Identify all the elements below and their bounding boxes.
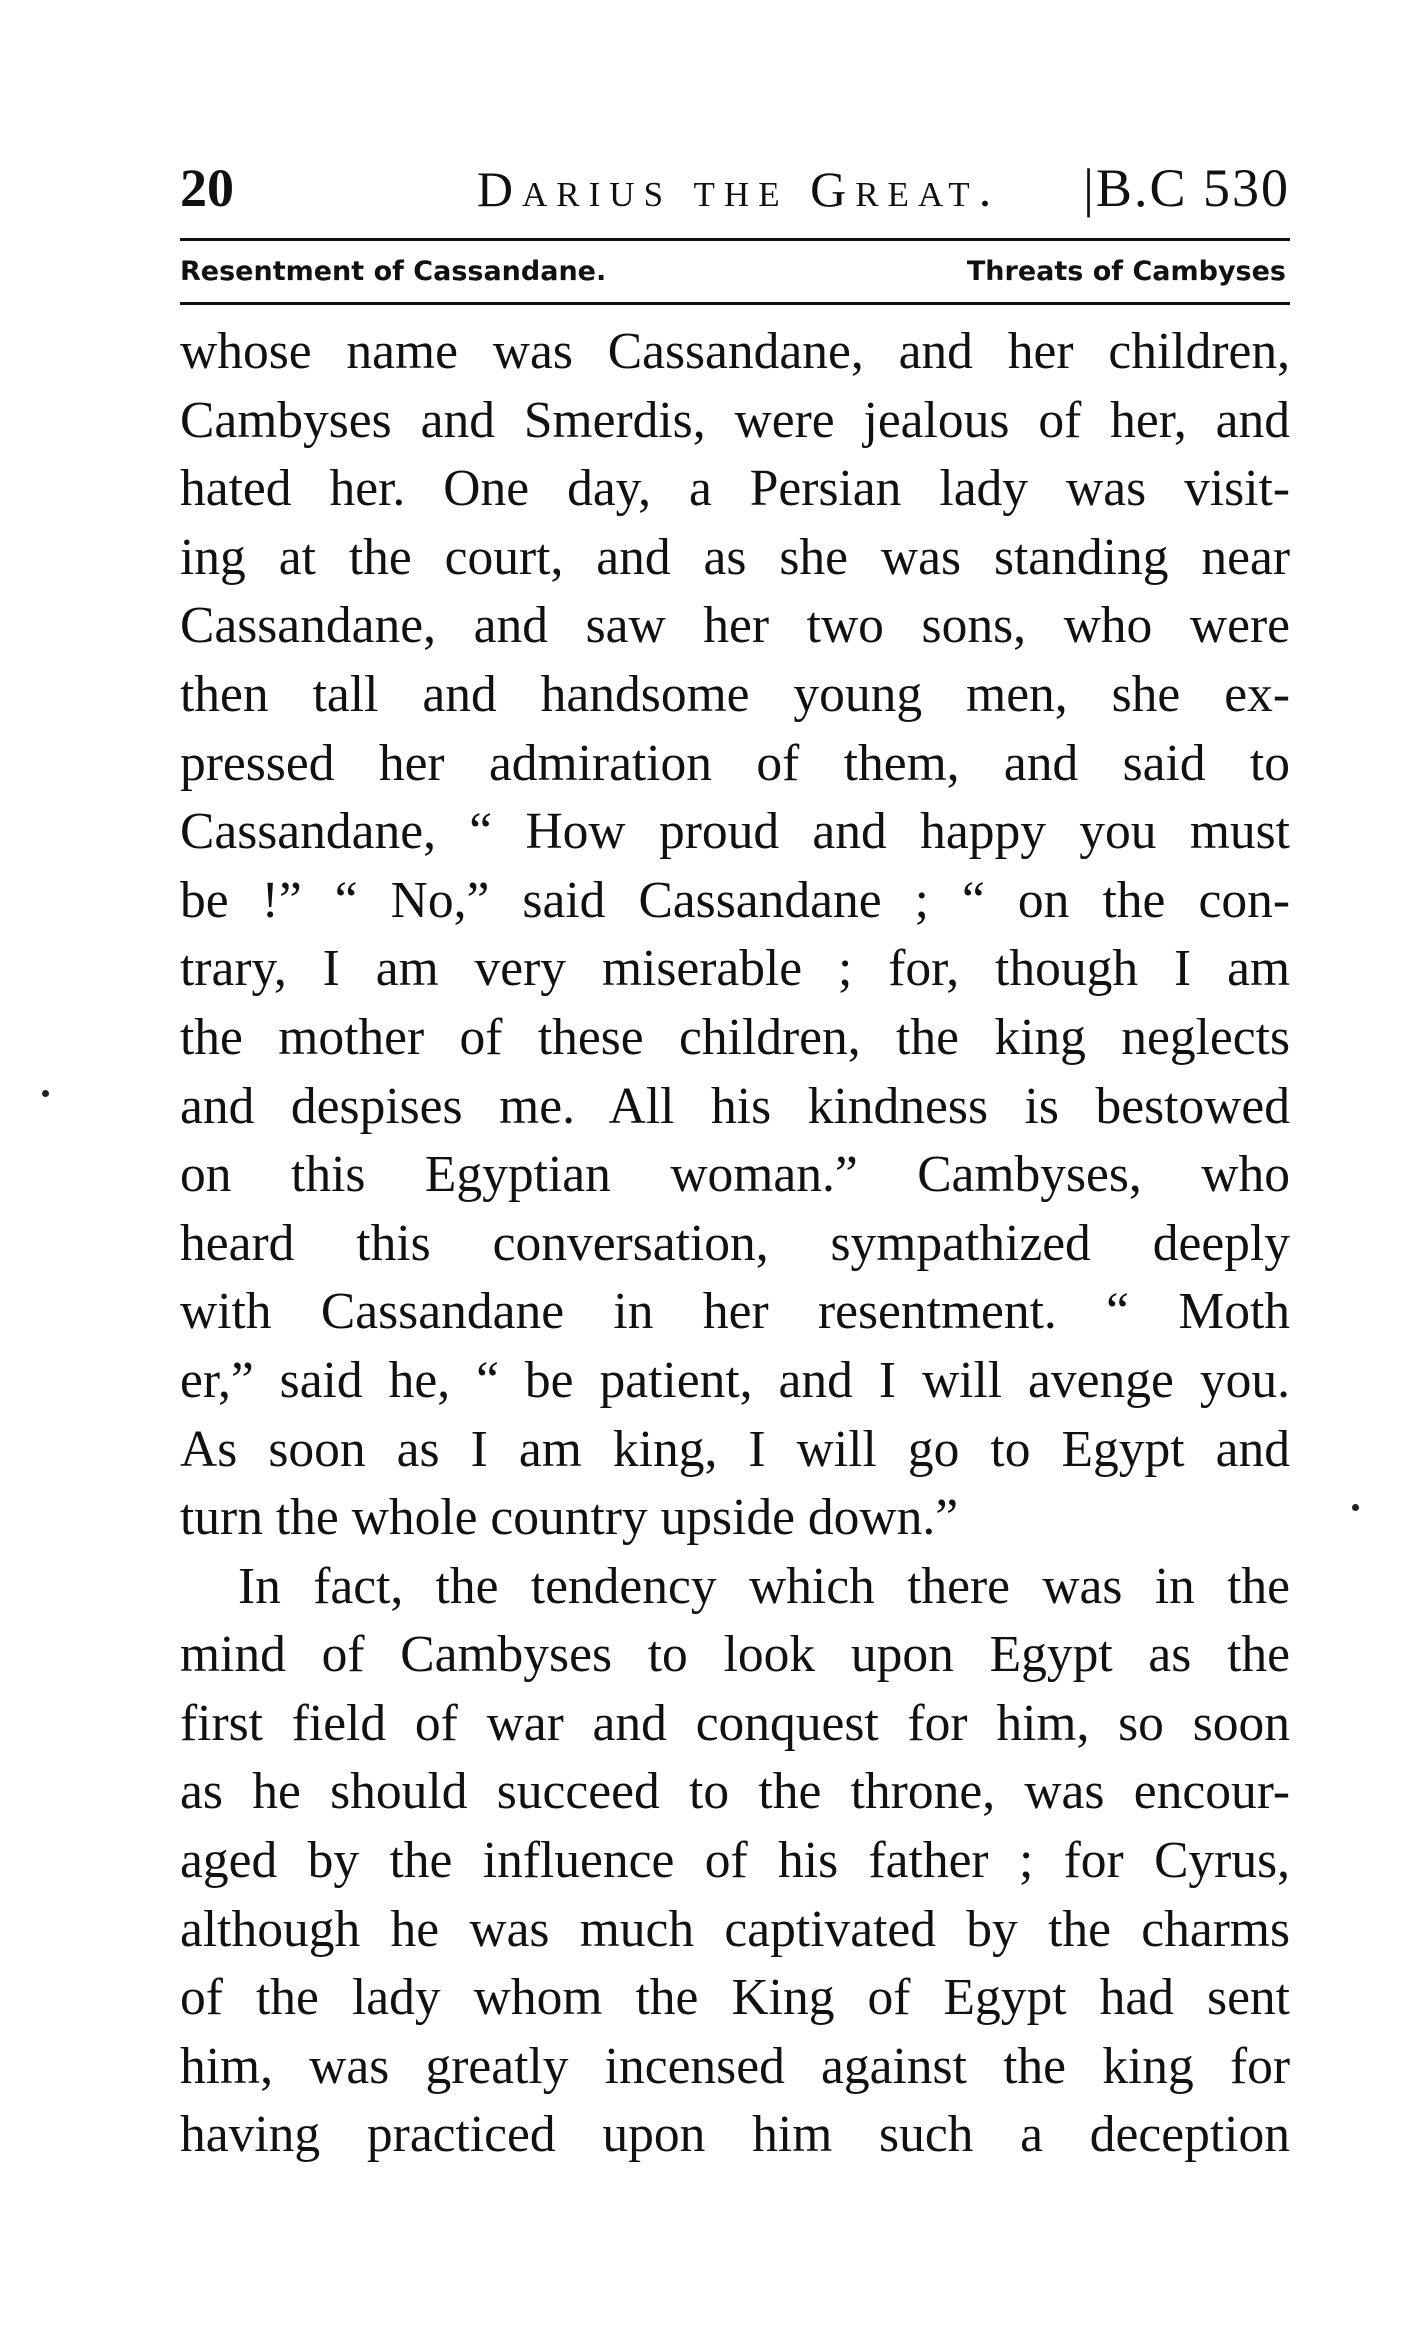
text-line: the mother of these children, the king neglects (180, 1008, 1290, 1066)
text-line: be !” “ No,” said Cassandane ; “ on the con- (180, 871, 1290, 929)
section-subheads (180, 246, 1290, 298)
text-line: then tall and handsome young men, she ex- (180, 665, 1290, 723)
text-line: hated her. One day, a Persian lady was visit- (180, 460, 1290, 518)
text-line: Cassandane, “ How proud and happy you must (180, 803, 1290, 861)
text-line: In fact, the tendency which there was in the (238, 1557, 1290, 1615)
text-line: and despises me. All his kindness is bestowed (180, 1077, 1290, 1135)
subhead-left: Resentment of Cassandane. (180, 256, 607, 287)
header-rule-bottom (180, 302, 1290, 305)
text-line: although he was much captivated by the charms (180, 1900, 1290, 1958)
text-line: Cassandane, and saw her two sons, who were (180, 597, 1290, 655)
text-line: As soon as I am king, I will go to Egypt and (180, 1420, 1290, 1478)
print-speck (1352, 1504, 1359, 1511)
text-line: turn the whole country upside down.” (180, 1489, 959, 1547)
body-text (180, 318, 1290, 2170)
text-line: on this Egyptian woman.” Cambyses, who (180, 1146, 1290, 1204)
text-line: aged by the influence of his father ; for Cyrus, (180, 1832, 1290, 1890)
running-head (180, 148, 1290, 228)
text-line: first field of war and conquest for him, so soon (180, 1694, 1290, 1752)
print-speck (42, 1090, 49, 1097)
text-line: as he should succeed to the throne, was encour- (180, 1763, 1290, 1821)
text-line: Cambyses and Smerdis, were jealous of her, and (180, 391, 1290, 449)
subhead-right: Threats of Cambyses (966, 256, 1286, 287)
text-line: of the lady whom the King of Egypt had sent (180, 1969, 1290, 2027)
book-title: Darius the Great. (476, 161, 1001, 217)
text-line: pressed her admiration of them, and said to (180, 734, 1290, 792)
text-line: with Cassandane in her resentment. “ Moth (180, 1283, 1290, 1341)
text-line: heard this conversation, sympathized deeply (180, 1214, 1290, 1272)
page-number: 20 (180, 158, 234, 218)
header-rule-top (180, 238, 1290, 241)
text-line: him, was greatly incensed against the king for (180, 2037, 1290, 2095)
text-line: mind of Cambyses to look upon Egypt as the (180, 1626, 1290, 1684)
date-reference: |B.C 530 (1083, 158, 1290, 218)
text-line: having practiced upon him such a deception (180, 2106, 1290, 2164)
text-line: er,” said he, “ be patient, and I will avenge you. (180, 1351, 1290, 1409)
text-line: trary, I am very miserable ; for, though I am (180, 940, 1290, 998)
text-line: whose name was Cassandane, and her children, (180, 323, 1290, 380)
text-line: ing at the court, and as she was standing near (180, 528, 1290, 586)
